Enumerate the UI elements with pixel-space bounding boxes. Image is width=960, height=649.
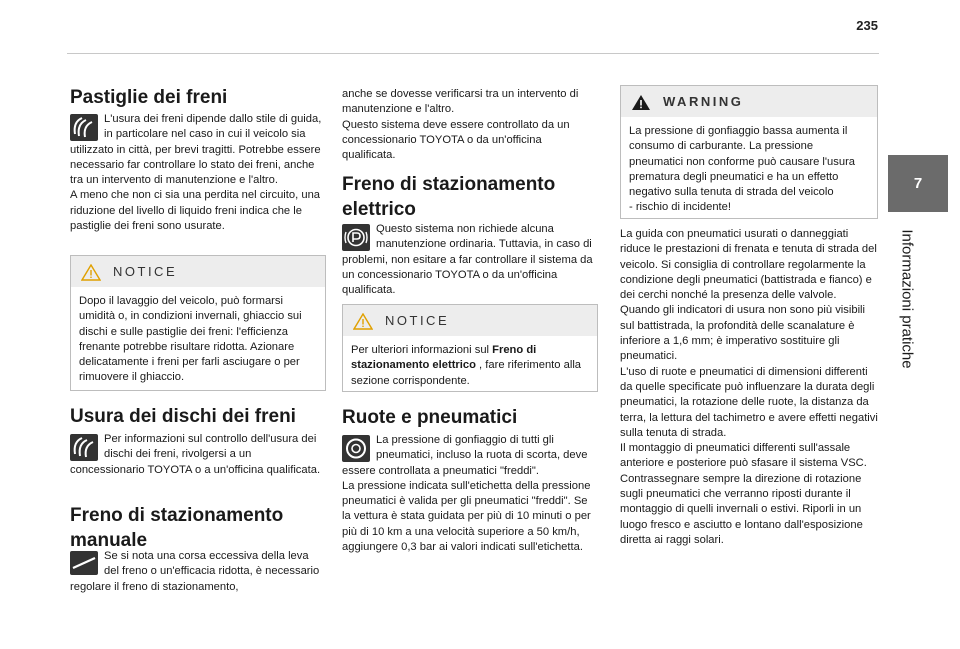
notice-2-text-post: , fare riferimento alla sezione corrispondente. [351, 359, 582, 387]
top-divider [67, 53, 879, 54]
warning-label: WARNING [663, 94, 744, 109]
tire-pressure-icon [342, 435, 370, 462]
elettrico-title-line2: elettrico [342, 199, 416, 220]
manuale-text-cont2: Questo sistema deve essere controllato da un concessionario TOYOTA o da un'officina qualificata. [342, 118, 570, 162]
notice-box-2 [342, 304, 598, 392]
notice-header [71, 256, 325, 287]
notice-label: NOTICE [113, 264, 178, 279]
notice-2-link[interactable]: Freno di stazionamento elettrico [351, 344, 537, 372]
warning-triangle-icon [353, 313, 373, 330]
tyre-paragraph-1: La guida con pneumatici usurati o danneggiati riduce le prestazioni di frenata e tenuta di strada del veicolo. Si consiglia di controllare regolarmente la condizione degli pneumatici (battistrada e fianco) e dei cerchi nonché la presenza delle valvole. [620, 228, 877, 302]
ruote-text-2: La pressione indicata sull'etichetta della pressione pneumatici è valida per gli pneumatici "freddi". Se la vettura è stata guidata per più di 10 minuti o per più di 10 km a una velocità superiore a 50 km/h, aggiungere 0,3 bar ai valori indicati sull'etichetta. [342, 479, 591, 554]
chapter-tab[interactable]: 7 [888, 155, 948, 212]
pastiglie-text: L'usura dei freni dipende dallo stile di guida, in particolare nel caso in cui il veicolo sia utilizzato in città, per brevi tragitti. Potrebbe essere necessario far controllare lo stato dei freni, anche tra un intervento di manutenzione e l'altro. [70, 113, 322, 187]
section-title-dischi: Usura dei dischi dei freni [70, 406, 296, 427]
notice-box-1 [70, 255, 326, 391]
tyre-care-text [620, 227, 878, 548]
section-body-pastiglie [70, 112, 326, 234]
section-body-manuale [70, 549, 326, 595]
section-body-elettrico [342, 222, 598, 298]
section-title-ruote: Ruote e pneumatici [342, 407, 518, 428]
manuale-text-cont: anche se dovesse verificarsi tra un intervento di manutenzione e l'altro. [342, 88, 579, 116]
dischi-text: Per informazioni sul controllo dell'usura dei dischi dei freni, rivolgersi a un concessionario TOYOTA o a un'officina qualificata. [70, 433, 321, 476]
manuale-title-line1: Freno di stazionamento [70, 505, 284, 526]
elettrico-title-line1: Freno di stazionamento [342, 174, 556, 195]
manuale-text: Se si nota una corsa eccessiva della leva del freno o un'efficacia ridotta, è necessario regolare il freno di stazionamento, [70, 550, 320, 593]
ruote-text: La pressione di gonfiaggio di tutti gli pneumatici, incluso la ruota di scorta, deve essere controllata a pneumatici "freddi". [342, 434, 588, 477]
notice-label: NOTICE [385, 313, 450, 328]
notice-header [343, 305, 597, 336]
warning-text: La pressione di gonfiaggio bassa aumenta il consumo di carburante. La pressione pneumatici non conforme può causare l'usura prematura degli pneumatici e ha un effetto negativo sulla tenuta di strada del veicolo [629, 125, 856, 199]
manuale-title-line2: manuale [70, 530, 148, 551]
chapter-title [893, 228, 921, 370]
tyre-paragraph-2: Quando gli indicatori di usura non sono più visibili sul battistrada, la profondità delle scanalature è inferiore a 1,6 mm; è imperativo sostituire gli pneumatici. [620, 304, 866, 363]
brake-disc-icon [70, 434, 98, 461]
page-number: 235 [856, 18, 878, 33]
section-body-ruote [342, 433, 598, 555]
section-title-manuale [70, 503, 326, 553]
pastiglie-text-2: A meno che non ci sia una perdita nel circuito, una riduzione del livello di liquido freni indica che le pastiglie dei freni sono usurate. [70, 189, 321, 233]
tyre-paragraph-5: Contrassegnare sempre la direzione di rotazione sugli pneumatici che verranno riposti durante il montaggio di quelli invernali o estivi. Riporli in un luogo fresco e asciutto e lontano dall'esposizione diretta ai raggi solari. [620, 472, 863, 546]
warning-box [620, 85, 878, 219]
brake-pad-icon [70, 114, 98, 141]
warning-header [621, 86, 877, 117]
chapter-title-text: Informazioni pratiche [898, 229, 916, 369]
notice-2-text-pre: Per ulteriori informazioni sul [351, 344, 493, 356]
warning-text-2: - rischio di incidente! [629, 201, 731, 214]
electric-parking-brake-icon [342, 224, 370, 251]
notice-2-text [351, 343, 589, 389]
section-title-elettrico [342, 172, 598, 222]
warning-triangle-icon [81, 264, 101, 281]
section-body-dischi [70, 432, 326, 478]
manuale-continued [342, 87, 598, 163]
section-title-pastiglie: Pastiglie dei freni [70, 87, 228, 108]
tyre-paragraph-3: L'uso di ruote e pneumatici di dimensioni differenti da quelle specificate può influenzare la durata degli pneumatici, la rotazione delle ruote, la distanza da terra, la lettura del tachimetro e avere effetti negativi sulla tenuta di strada. [620, 365, 878, 439]
parking-brake-lever-icon [70, 551, 98, 575]
elettrico-text: Questo sistema non richiede alcuna manutenzione ordinaria. Tuttavia, in caso di problemi, non esitare a far controllare il sistema da un concessionario TOYOTA o da un'officina qualificata. [342, 223, 593, 297]
warning-triangle-icon [631, 94, 651, 111]
tyre-paragraph-4: Il montaggio di pneumatici differenti sull'assale anteriore e posteriore può sfasare il sistema VSC. [620, 442, 867, 470]
notice-1-text: Dopo il lavaggio del veicolo, può formarsi umidità o, in condizioni invernali, ghiaccio sui dischi e sulle pastiglie dei freni: l'efficienza frenante potrebbe risultare ridotta. Azionare delicatamente i freni per farli asciugare o per rimuovere il ghiaccio. [79, 295, 302, 384]
